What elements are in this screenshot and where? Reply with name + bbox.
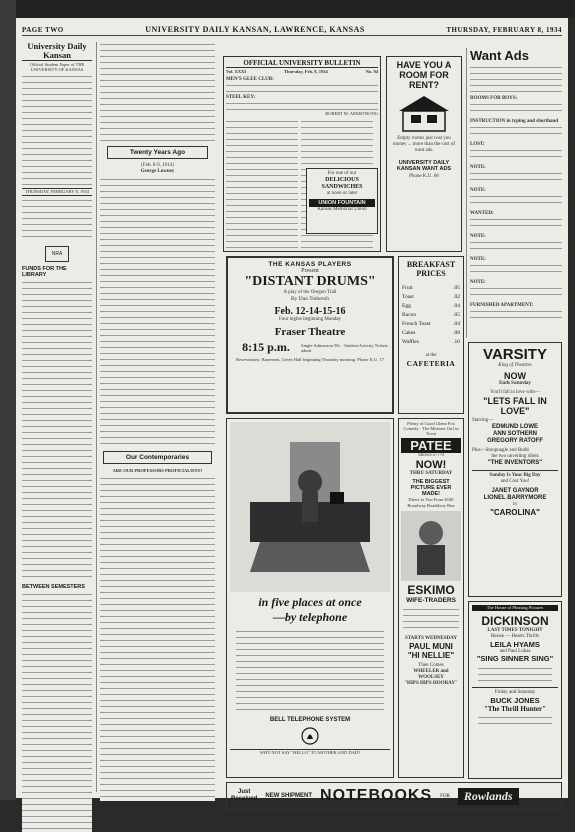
breakfast-item-price: .08 (453, 330, 460, 336)
notebooks-ad (226, 782, 562, 810)
patee-star: PAUL MUNI (409, 642, 453, 651)
breakfast-item-name: Waffles (402, 339, 419, 345)
varsity-starring: Starring— (472, 418, 494, 423)
varsity-sunday: Sunday Is Your Big Day (472, 470, 558, 479)
patee-thru: THRU SATURDAY (409, 471, 453, 476)
dickinson-footer (478, 715, 552, 729)
eskimo-illustration (401, 511, 461, 581)
scan-top-border (0, 0, 575, 18)
dickinson-line2: Bessie — Hearts Thrills (490, 634, 540, 639)
dickinson-theatre-ad (468, 601, 562, 779)
paper-name: UNIVERSITY DAILY KANSAN, LAWRENCE, KANSAS (145, 25, 365, 34)
players-title: "DISTANT DRUMS" (244, 274, 376, 289)
bulletin-item-steel-key: STEEL KEY: (226, 95, 256, 100)
breakfast-items (402, 284, 460, 347)
room-ad-phone: Phone K.U. 66 (409, 174, 439, 179)
players-details (231, 340, 389, 355)
want-ad-heading: ROOMS FOR BOYS: (470, 96, 518, 101)
want-ad-item (470, 280, 562, 300)
players-present: Present (301, 268, 319, 274)
star-name: LIONEL BARRYMORE (483, 495, 547, 501)
notebooks-title: NOTEBOOKS (320, 787, 433, 804)
want-ad-text (470, 286, 562, 300)
breakfast-item-price: .02 (453, 294, 460, 300)
breakfast-item (402, 284, 460, 293)
breakfast-item-price: .10 (453, 339, 460, 345)
breakfast-item-price: .04 (453, 303, 460, 309)
patee-coming2: WHEELER and WOOLSEY (413, 669, 449, 680)
masthead-date: THURSDAY, FEBRUARY 8, 1934 (22, 188, 92, 196)
breakfast-item-price: .04 (453, 321, 460, 327)
patee-headline: THE BIGGEST PICTURE EVER MADE! (410, 479, 452, 497)
want-ad-heading: NOTE: (470, 234, 486, 239)
want-ad-item (470, 119, 562, 139)
notebooks-left (231, 789, 257, 803)
players-theatre: Fraser Theatre (274, 326, 346, 338)
want-ad-text (470, 102, 562, 116)
dickinson-feature: "SING SINNER SING" (476, 654, 554, 663)
dickinson-star: LEILA HYAMS (490, 640, 540, 649)
breakfast-item-name: Toast (402, 294, 414, 300)
varsity-plus2: the two unveiling idiots (491, 454, 539, 459)
patee-body (403, 607, 459, 633)
twenty-years-author: George Lowney (140, 169, 175, 174)
want-ad-item (470, 234, 562, 254)
breakfast-item (402, 302, 460, 311)
varsity-feature2: "CAROLINA" (490, 508, 540, 517)
issue-date: THURSDAY, FEBRUARY 8, 1934 (446, 25, 562, 34)
notebooks-shipment: NEW SHIPMENT (265, 793, 313, 799)
notebooks-for: FOR (440, 793, 450, 799)
breakfast-item-name: French Toast (402, 321, 431, 327)
breakfast-item (402, 293, 460, 302)
want-ad-heading: NOTE: (470, 188, 486, 193)
bell-headline: in five places at once (258, 595, 362, 609)
breakfast-item-name: Egg (402, 303, 411, 309)
page-header (22, 24, 562, 36)
want-ads-title: Want Ads (470, 48, 529, 63)
bell-byline: —by telephone (272, 610, 348, 624)
nra-emblem: NRA (45, 246, 69, 262)
star-name: GREGORY RATOFF (487, 438, 543, 444)
players-subtitle: A play of the Oregon Trail (283, 290, 337, 295)
bulletin-body-text (226, 119, 298, 249)
bulletin-item-glee-club: MEN'S GLEE CLUB: (226, 77, 274, 82)
want-ads-list (470, 96, 562, 323)
patee-name: PATEE (401, 438, 461, 453)
patee-shows: Shows-2-7-9 (418, 453, 444, 458)
patee-now: NOW! (415, 459, 447, 471)
want-ad-item (470, 211, 562, 231)
varsity-plus: Plus—Stoopnagle and Budd (472, 448, 529, 453)
bulletin-glee-club-text (226, 83, 378, 95)
editorial-intro-text (22, 198, 92, 242)
patee-coming3: "HIPS HIPS HOORAY" (404, 681, 458, 686)
contemporaries-subheading: ARE OUR PROFESSORS PROFICIALISTS? (112, 468, 203, 473)
twenty-years-text (100, 177, 215, 447)
patee-start: STARTS WEDNESDAY (404, 636, 458, 641)
breakfast-item-name: Bacon (402, 312, 417, 318)
bulletin-author: ROBERT M. ARMSTRONG (325, 111, 378, 116)
union-fountain-ad (306, 168, 378, 234)
bell-body-text (236, 629, 384, 713)
patee-feature: "HI NELLIE" (407, 651, 455, 660)
want-ad-heading: WANTED: (470, 211, 494, 216)
patee-coming: Then Comes (418, 663, 444, 668)
breakfast-item (402, 338, 460, 347)
bulletin-meta (226, 69, 378, 75)
column-features (96, 42, 218, 792)
masthead-subtitle: Official Student Paper of THE UNIVERSITY OF KANSAS (29, 62, 85, 72)
room-ad-text: Empty rooms just cost you money ... more than the cost of want ads. (392, 136, 456, 153)
want-ad-text (470, 194, 562, 208)
want-ad-item (470, 165, 562, 185)
bell-footer: WHY NOT SAY "HELLO" TO MOTHER AND DAD? (230, 749, 390, 756)
want-ad-heading: NOTE: (470, 280, 486, 285)
patee-title: ESKIMO (407, 583, 455, 597)
breakfast-item (402, 320, 460, 329)
want-ad-item (470, 142, 562, 162)
varsity-stars (472, 424, 558, 445)
breakfast-item-price: .05 (453, 312, 460, 318)
varsity-plus3: "THE INVENTORS" (487, 460, 543, 466)
bell-telephone-ad (226, 418, 394, 778)
masthead-title: University Daily Kansan (22, 42, 92, 61)
patee-theatre-ad (398, 418, 464, 778)
varsity-feature: "LETS FALL IN LOVE" (483, 396, 547, 416)
breakfast-item (402, 329, 460, 338)
bulletin-date: Thursday, Feb. 8, 1934 (284, 69, 328, 74)
union-ad-union: Kansas Memorial Union (317, 207, 367, 212)
want-ad-text (470, 125, 562, 139)
union-ad-sandwiches: DELICIOUS SANDWICHES (321, 177, 363, 190)
contemporaries-heading: Our Contemporaries (103, 451, 212, 464)
want-ad-item (470, 303, 562, 323)
players-nights: Four nights beginning Monday (278, 317, 342, 322)
want-ad-text (470, 309, 562, 323)
want-ad-heading: FURNISHED APARTMENT: (470, 303, 534, 308)
union-ad-line1: For one of our (327, 171, 357, 176)
dickinson-feature2: "The Thrill Hunter" (483, 705, 547, 713)
union-ad-fountain: UNION FOUNTAIN (309, 199, 375, 207)
want-ad-heading: LOST: (470, 142, 485, 147)
star-name: EDMUND LOWE (492, 424, 538, 430)
kansas-players-ad (226, 256, 394, 414)
bulletin-title: OFFICIAL UNIVERSITY BULLETIN (226, 59, 378, 68)
star-name: ANN SOTHERN (492, 431, 537, 437)
want-ad-item (470, 257, 562, 277)
want-ad-heading: NOTE: (470, 165, 486, 170)
bell-logo-icon (301, 727, 319, 745)
varsity-line1: You'll fall in love with— (490, 390, 540, 395)
patee-direct: Direct to You From $100 Broadway Roadshow Run (407, 497, 455, 508)
varsity-theatre-ad (468, 342, 562, 597)
breakfast-prices-ad (398, 256, 464, 414)
varsity-ends: Ends Saturday (499, 381, 531, 386)
bulletin-number: No. 94 (365, 69, 378, 74)
players-time: 8:15 p.m. (242, 340, 290, 354)
varsity-in: in (513, 502, 517, 507)
editorial-heading-semesters: BETWEEN SEMESTERS (22, 584, 85, 590)
want-ad-heading: INSTRUCTION in typing and shorthand (470, 119, 559, 124)
want-ad-heading: NOTE: (470, 257, 486, 262)
patee-top: Plenty of Good Glenn Fox Comedy · The Meanest Girl in Town (403, 421, 459, 436)
editorial-library-text (22, 280, 92, 580)
breakfast-place: CAFETERIA (406, 359, 456, 368)
dickinson-body (478, 666, 552, 684)
contemporaries-text (100, 476, 215, 801)
room-ad-want-ads: UNIVERSITY DAILY KANSAN WANT ADS (396, 160, 452, 172)
varsity-title: VARSITY (483, 346, 547, 363)
players-reservations: Reservations: Basement, Green Hall beginning Thursday morning. Phone K.U. 17 (235, 357, 385, 362)
want-ad-text (470, 148, 562, 162)
want-ad-item (470, 188, 562, 208)
want-ad-text (470, 240, 562, 254)
star-name: JANET GAYNOR (491, 488, 539, 494)
twenty-years-heading: Twenty Years Ago (107, 146, 208, 159)
editorial-heading-library: FUNDS FOR THE LIBRARY (22, 266, 67, 278)
breakfast-item-name: Fruit (402, 285, 413, 291)
house-icon (391, 93, 457, 133)
page-number: PAGE TWO (22, 25, 64, 34)
room-for-rent-ad (386, 56, 462, 252)
want-ads-rates (470, 65, 562, 93)
breakfast-item (402, 311, 460, 320)
breakfast-at: at the (425, 353, 437, 358)
dickinson-line1: LAST TIMES TONIGHT (487, 628, 543, 633)
notebooks-just: Just (238, 789, 251, 795)
want-ad-item (470, 96, 562, 116)
notebooks-received: Received (231, 796, 258, 802)
breakfast-item-price: .05 (453, 285, 460, 291)
patee-sub: WIFE-TRADERS (406, 597, 456, 604)
union-ad-line3: at noon or later (326, 191, 358, 196)
varsity-tagline: King of Theatres (498, 363, 532, 368)
telephone-illustration (230, 422, 390, 592)
want-ad-text (470, 263, 562, 277)
scan-left-border (0, 0, 16, 800)
dickinson-name: DICKINSON (481, 614, 549, 628)
want-ads-column (466, 48, 562, 338)
breakfast-title: BREAKFAST PRICES (406, 260, 456, 278)
varsity-stars2 (472, 488, 558, 502)
column-editorial (22, 42, 92, 792)
want-ad-text (470, 171, 562, 185)
breakfast-item-name: Cakes (402, 330, 416, 336)
players-prices: Single Admission 50c · Student Activity Tickets admit (301, 342, 388, 353)
dickinson-and: and Paul Lukas (499, 649, 531, 654)
dickinson-star2: BUCK JONES (490, 696, 540, 705)
features-text-top (100, 42, 215, 142)
want-ad-text (470, 217, 562, 231)
newspaper-page (16, 18, 568, 804)
players-company: THE KANSAS PLAYERS (268, 261, 352, 268)
varsity-and: and Cost You! (500, 479, 530, 484)
bulletin-volume: Vol. XXXI (226, 69, 247, 74)
dickinson-line3: Friday and Saturday (472, 687, 558, 696)
players-author: By Dan Totheroh (290, 296, 329, 302)
staff-listing (22, 74, 92, 186)
players-dates: Feb. 12-14-15-16 (274, 306, 346, 317)
editorial-semesters-text (22, 592, 92, 832)
varsity-now: NOW (504, 371, 526, 381)
bulletin-steel-key-text (226, 101, 378, 111)
dickinson-top: The House of Pleasing Pictures (472, 605, 558, 611)
twenty-years-date: (Feb. 8-9, 1914) (141, 163, 174, 168)
room-ad-headline: HAVE YOU A ROOM FOR RENT? (396, 60, 452, 90)
rowlands-logo: Rowlands (458, 788, 519, 805)
bell-tagline: BELL TELEPHONE SYSTEM (269, 717, 351, 723)
